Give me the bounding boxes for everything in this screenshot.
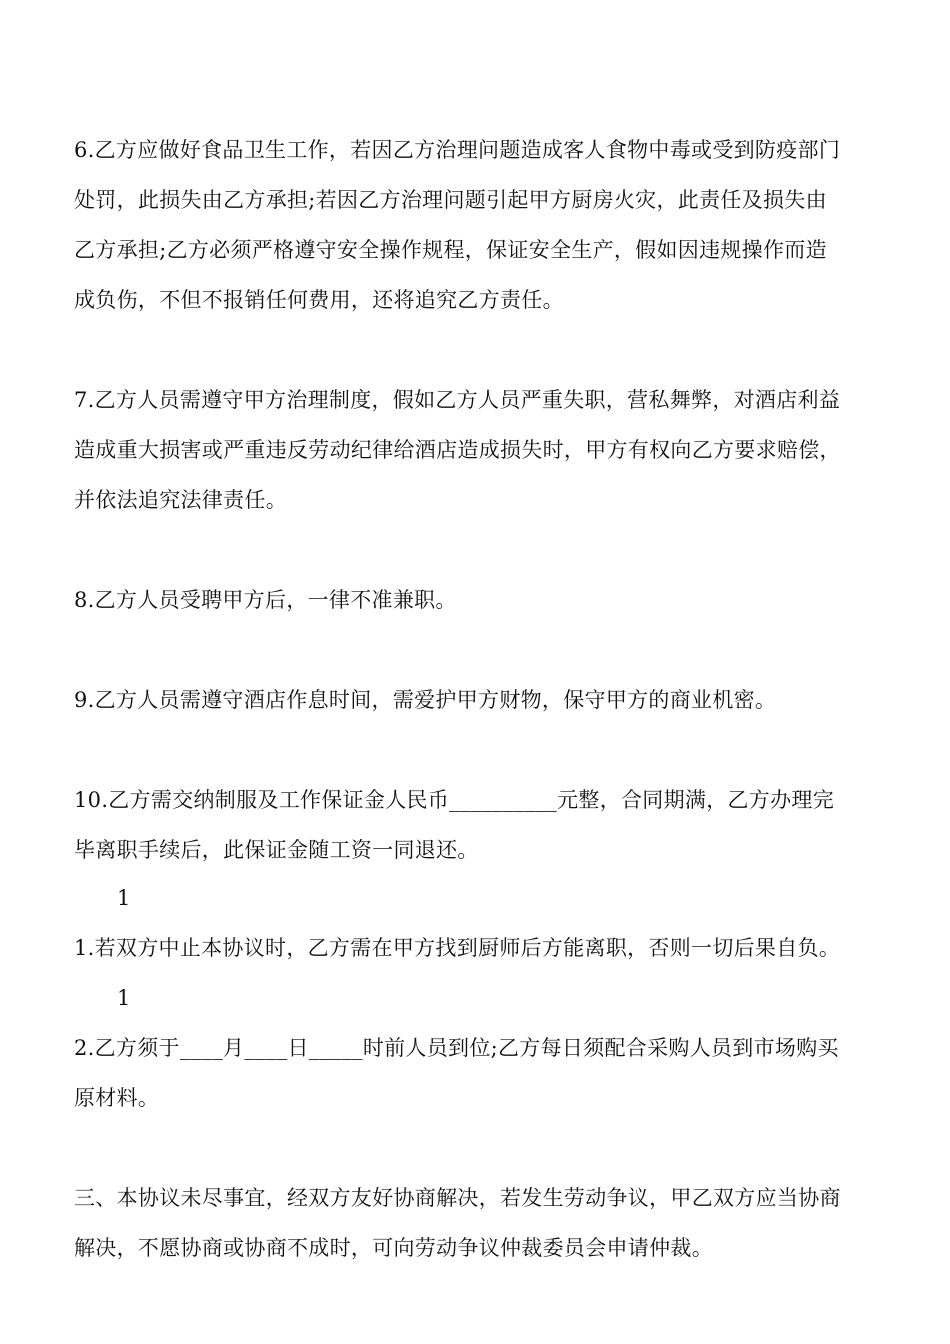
numbering-marker: 1 [117,986,131,1010]
clause-12-line-2: 原材料。 [74,1086,160,1110]
section-3-line-1: 三、本协议未尽事宜，经双方友好协商解决，若发生劳动争议，甲乙双方应当协商 [74,1186,841,1210]
clause-9-line-1: 9.乙方人员需遵守酒店作息时间，需爱护甲方财物，保守甲方的商业机密。 [74,688,777,712]
clause-12-line-1: 2.乙方须于____月____日_____时前人员到位;乙方每日须配合采购人员到市场购买 [74,1036,839,1060]
clause-6-line-2: 处罚，此损失由乙方承担;若因乙方治理问题引起甲方厨房火灾，此责任及损失由 [74,188,827,212]
clause-6-line-1: 6.乙方应做好食品卫生工作，若因乙方治理问题造成客人食物中毒或受到防疫部门 [74,138,841,162]
clause-6-line-3: 乙方承担;乙方必须严格遵守安全操作规程，保证安全生产，假如因违规操作而造 [74,238,827,262]
clause-10-line-1: 10.乙方需交纳制服及工作保证金人民币__________元整，合同期满，乙方办理完 [74,788,834,812]
clause-8-line-1: 8.乙方人员受聘甲方后，一律不准兼职。 [74,588,457,612]
clause-7-line-3: 并依法追究法律责任。 [74,488,287,512]
section-3-line-2: 解决，不愿协商或协商不成时，可向劳动争议仲裁委员会申请仲裁。 [74,1236,713,1260]
clause-7-line-2: 造成重大损害或严重违反劳动纪律给酒店造成损失时，甲方有权向乙方要求赔偿， [74,438,841,462]
clause-10-line-2: 毕离职手续后，此保证金随工资一同退还。 [74,838,479,862]
numbering-marker: 1 [117,886,131,910]
clause-6-line-4: 成负伤，不但不报销任何费用，还将追究乙方责任。 [74,288,564,312]
clause-11-line-1: 1.若双方中止本协议时，乙方需在甲方找到厨师后方能离职，否则一切后果自负。 [74,936,841,960]
clause-7-line-1: 7.乙方人员需遵守甲方治理制度，假如乙方人员严重失职，营私舞弊，对酒店利益 [74,388,841,412]
